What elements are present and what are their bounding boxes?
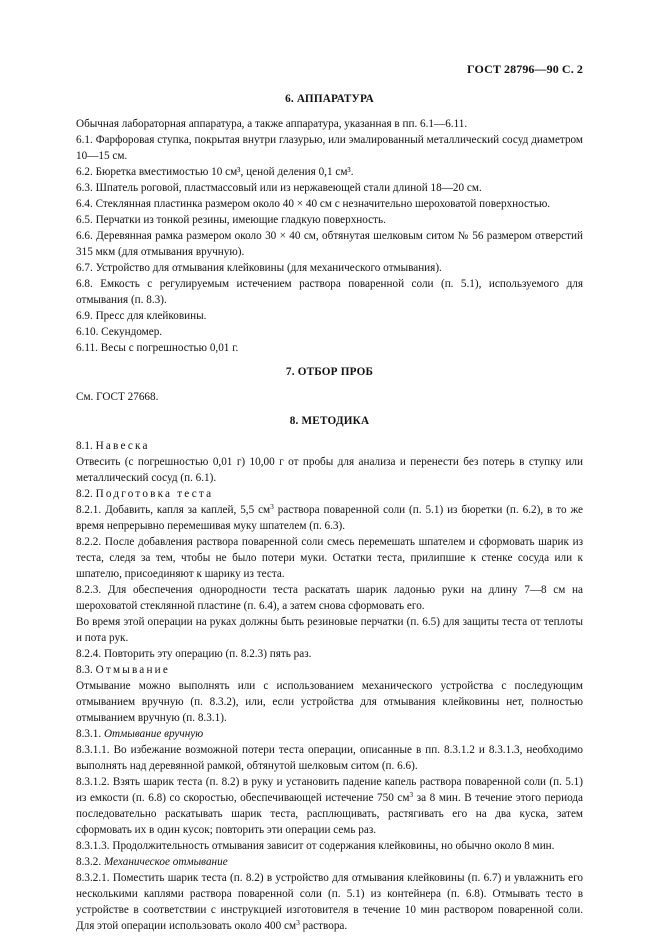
paragraph: 8.2.2. После добавления раствора поваренной соли смесь перемешать шпателем и сформовать шарик из теста, следя за тем, чтобы не было потери муки. Остатки теста, прилипшие к стенке сосуда или к шпателю, присоединяют к шарику из теста. <box>76 536 583 580</box>
section-title-sampling: 7. ОТБОР ПРОБ <box>285 366 374 378</box>
paragraph: 6.3. Шпатель роговой, пластмассовый или из нержавеющей стали длиной 18—20 см. <box>76 182 482 194</box>
subsection-heading <box>76 662 583 678</box>
paragraph: Обычная лабораторная аппаратура, а также аппаратура, указанная в пп. 6.1—6.11. <box>76 118 468 130</box>
subsection-heading <box>76 486 583 502</box>
paragraph: 6.6. Деревянная рамка размером около 30 × 40 см, обтянутая шелковым ситом № 56 размером отверстий 315 мкм (для отмывания вручную). <box>76 230 583 258</box>
paragraph: 8.2.1. Добавить, капля за каплей, 5,5 $см^3$ раствора поваренной соли (п. 5.1) из бюретки (п. 6.2), в то же время непрерывно перемешивая муку шпателем (п. 6.3). <box>76 502 583 532</box>
subsection-heading <box>76 726 583 742</box>
paragraph: Отвесить (с погрешностью 0,01 г) 10,00 г от пробы для анализа и перенести без потерь в ступку или металлический сосуд (п. 6.1). <box>76 456 583 484</box>
clause-heading: Подготовка теста <box>95 488 214 500</box>
paragraph: Во время этой операции на руках должны быть резиновые перчатки (п. 6.5) для защиты теста от теплоты и пота рук. <box>76 616 583 644</box>
paragraph: 6.2. Бюретка вместимостью 10 см³, ценой деления 0,1 см³. <box>76 166 354 178</box>
clause-heading: Отмывание вручную <box>103 728 204 740</box>
paragraph: 8.3.2.1. Поместить шарик теста (п. 8.2) в устройство для отмывания клейковины (п. 6.7) и увлажнить его несколькими каплями раствора поваренной соли (п. 5.1) из контейнера (п. 6.8). Отмывать тесто в устройстве в соответствии с инструкцией изготовителя в течение 10 мин раствором поваренной соли. Для этой операции использовать около 400 $см^3$ раствора. <box>76 872 583 932</box>
subsection-heading <box>76 854 583 870</box>
paragraph: 8.3.1.1. Во избежание возможной потери теста операции, описанные в пп. 8.3.1.2 и 8.3.1.3, необходимо выполнять над деревянной рамкой, обтянутой шелковым ситом (п. 6.6). <box>76 744 583 772</box>
paragraph: 8.2.4. Повторить эту операцию (п. 8.2.3) пять раз. <box>76 648 312 660</box>
paragraph: 8.3.1.3. Продолжительность отмывания зависит от содержания клейковины, но обычно около 8 мин. <box>76 840 555 852</box>
paragraph: Отмывание можно выполнять или с использованием механического устройства с последующим отмыванием вручную (п. 8.3.2), или, если устройства для отмывания клейковины нет, полностью отмыванием вручную (п. 8.3.1). <box>76 680 583 724</box>
clause-number: 8.3.2. <box>76 856 102 868</box>
paragraph: 8.3.1.2. Взять шарик теста (п. 8.2) в руку и установить падение капель раствора поваренной соли (п. 5.1) из емкости (п. 6.8) со скоростью, обеспечивающей истечение 750 $см^3$ за 8 мин. В течение этого периода последовательно раскатывать шарик теста, расплющивать, растягивать его на два куска, затем сформовать их в один кусок; повторить эти операции семь раз. <box>76 776 583 836</box>
paragraph: 6.9. Пресс для клейковины. <box>76 310 207 322</box>
paragraph: 6.11. Весы с погрешностью 0,01 г. <box>76 342 239 354</box>
paragraph: 6.4. Стеклянная пластинка размером около 40 × 40 см с незначительно шероховатой поверхностью. <box>76 198 551 210</box>
page-header: ГОСТ 28796—90 С. 2 <box>467 62 583 76</box>
clause-number: 8.1. <box>76 440 93 452</box>
paragraph: 6.7. Устройство для отмывания клейковины (для механического отмывания). <box>76 262 442 274</box>
paragraph: 6.5. Перчатки из тонкой резины, имеющие гладкую поверхность. <box>76 214 386 226</box>
clause-heading: Механическое отмывание <box>103 856 228 868</box>
paragraph: См. ГОСТ 27668. <box>76 391 159 403</box>
paragraph: 6.10. Секундомер. <box>76 326 163 338</box>
paragraph: 8.2.3. Для обеспечения однородности теста раскатать шарик ладонью руки на длину 7—8 см на шероховатой стеклянной пластине (п. 6.4), а затем снова сформовать его. <box>76 584 583 612</box>
clause-number: 8.3. <box>76 664 93 676</box>
document-body <box>76 91 583 934</box>
clause-number: 8.3.1. <box>76 728 102 740</box>
section-title-method: 8. МЕТОДИКА <box>289 415 370 427</box>
paragraph: 6.8. Емкость с регулируемым истечением раствора поваренной соли (п. 5.1), используемого для отмывания (п. 8.3). <box>76 278 583 306</box>
subsection-heading <box>76 438 583 454</box>
paragraph: 6.1. Фарфоровая ступка, покрытая внутри глазурью, или эмалированный металлический сосуд диаметром 10—15 см. <box>76 134 583 162</box>
section-title-apparatus: 6. АППАРАТУРА <box>285 93 374 105</box>
clause-heading: Отмывание <box>95 664 170 676</box>
clause-number: 8.2. <box>76 488 93 500</box>
clause-heading: Навеска <box>95 440 150 452</box>
